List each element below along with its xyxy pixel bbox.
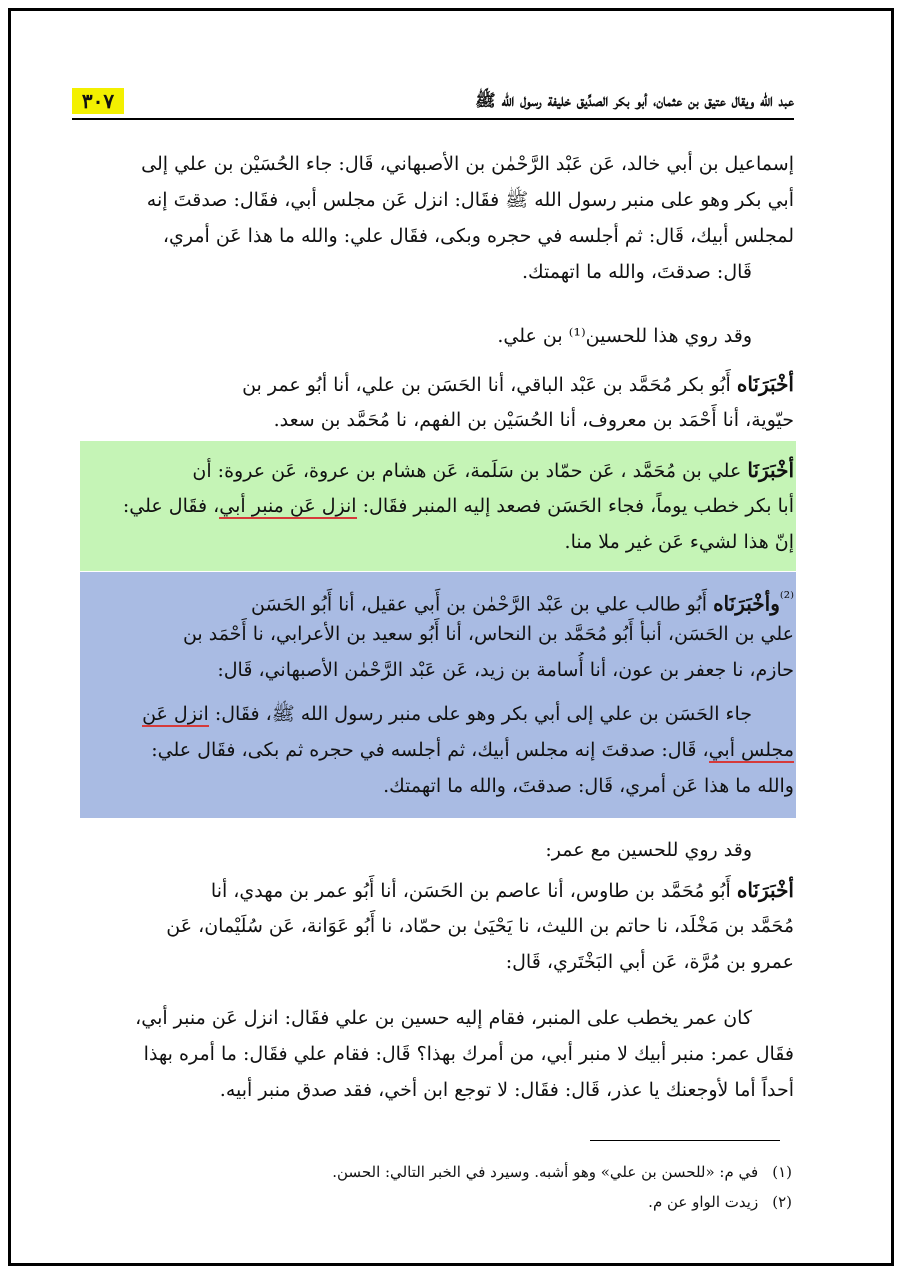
text-line: لمجلس أبيك، قَال: ثم أجلسه في حجره وبكى، فقَال علي: والله ما هذا عَن أمري، — [162, 225, 794, 247]
text-segment: ، قَال: صدقتَ إنه مجلس أبيك، ثم أجلسه في حجره ثم بكى، فقَال علي: — [151, 739, 709, 761]
text-line: أَبُو مُحَمَّد بن طاوس، أنا عاصم بن الحَسَن، أنا أَبُو عمر بن مهدي، أنا — [210, 880, 737, 902]
text-line: علي بن مُحَمَّد ، عَن حمّاد بن سَلَمة، عَن هشام بن عروة، عَن عروة: أن — [192, 460, 748, 482]
isnad-lead: وأخْبَرَنَاه — [713, 591, 780, 616]
text-line: وقد روي هذا للحسين⁽¹⁾ بن علي. — [497, 325, 752, 347]
isnad-lead: أخْبَرَنَا — [747, 458, 794, 482]
paragraph-2 — [82, 318, 794, 354]
text-line: وقد روي للحسين مع عمر: — [545, 839, 752, 861]
text-line: أَبُو طالب علي بن عَبْد الرَّحْمٰن بن أَبي عقيل، أنا أَبُو الحَسَن — [251, 593, 714, 616]
running-title: عبد الله ويقال عتيق بن عثمان، أبو بكر الصدِّيق خليفة رسول الله ﷺ — [475, 91, 794, 111]
footnote-text: في م: «للحسن بن علي» وهو أشبه. وسيرد في الخبر التالي: الحسن. — [332, 1163, 759, 1181]
paragraph-8 — [82, 1000, 794, 1108]
isnad-lead: أخْبَرَنَاه — [736, 878, 794, 902]
text-segment: جاء الحَسَن بن علي إلى أبي بكر وهو على منبر رسول الله ﷺ، فقَال: — [208, 703, 752, 725]
footnote-rule — [590, 1140, 780, 1141]
paragraph-3 — [82, 366, 794, 438]
paragraph-4-highlighted — [82, 452, 794, 560]
text-line: قَال: صدقتَ، والله ما اتهمتك. — [522, 261, 752, 283]
text-line: كان عمر يخطب على المنبر، فقام إليه حسين بن علي فقَال: انزل عَن منبر أبي، — [135, 1007, 752, 1029]
text-segment: أبا بكر خطب يوماً، فجاء الحَسَن فصعد إليه المنبر فقَال: — [356, 495, 794, 517]
text-line: إسماعيل بن أبي خالد، عَن عَبْد الرَّحْمٰن بن الأصبهاني، قَال: جاء الحُسَيْن بن علي إلى — [141, 153, 794, 175]
footnote-ref: ⁽²⁾ — [779, 588, 794, 607]
text-line: أبي بكر وهو على منبر رسول الله ﷺ فقَال: انزل عَن مجلس أبي، فقَال: صدقتَ إنه — [146, 189, 794, 211]
paragraph-1 — [82, 146, 794, 290]
footnote-2 — [240, 1190, 792, 1214]
text-line: علي بن الحَسَن، أنبأ أَبُو مُحَمَّد بن النحاس، أنا أَبُو سعيد بن الأعرابي، نا أَحْمَد بن — [182, 623, 794, 645]
underlined-phrase: انزل عَن — [142, 703, 209, 725]
paragraph-7 — [82, 872, 794, 980]
underlined-phrase: مجلس أبي — [708, 739, 794, 761]
text-segment: ، فقَال علي: — [122, 495, 220, 517]
text-line: والله ما هذا عَن أمري، قَال: صدقتَ، والله ما اتهمتك. — [383, 775, 794, 797]
underlined-phrase: انزل عَن منبر أبي — [219, 495, 357, 517]
footnote-number: (٢) — [772, 1193, 792, 1211]
footnote-text: زيدت الواو عن م. — [648, 1193, 759, 1211]
text-line: أَبُو بكر مُحَمَّد بن عَبْد الباقي، أنا الحَسَن بن علي، أنا أبُو عمر بن — [242, 374, 737, 396]
header-rule — [72, 118, 794, 120]
text-line: إنّ هذا لشيء عَن غير ملا منا. — [564, 531, 794, 553]
text-line: مُحَمَّد بن مَخْلَد، نا حاتم بن الليث، نا يَحْيَىٰ بن حمّاد، نا أَبُو عَوَانة، عَن سُلَيْمان، عَن — [166, 915, 794, 937]
page-number: ٣٠٧ — [72, 88, 124, 114]
text-line: عمرو بن مُرَّة، عَن أبي البَخْتَري، قَال: — [505, 951, 794, 973]
text-line: أحداً أما لأوجعنك يا عذر، قَال: فقَال: لا توجع ابن أخي، فقد صدق منبر أبيه. — [219, 1079, 794, 1101]
footnote-1 — [240, 1160, 792, 1184]
text-line: حازم، نا جعفر بن عون، أنا أُسامة بن زيد، عَن عَبْد الرَّحْمٰن الأصبهاني، قَال: — [217, 659, 794, 681]
text-line: حيّوية، أنا أَحْمَد بن معروف، أنا الحُسَيْن بن الفهم، نا مُحَمَّد بن سعد. — [273, 409, 794, 431]
footnote-number: (١) — [772, 1163, 792, 1181]
paragraph-6 — [82, 832, 794, 868]
page-header — [72, 88, 794, 120]
isnad-lead: أخْبَرَنَاه — [736, 372, 794, 396]
text-line: فقَال عمر: منبر أبيك لا منبر أبي، من أمرك بهذا؟ قَال: فقام علي فقَال: ما أمره بهذا — [143, 1043, 794, 1065]
paragraph-5-highlighted — [82, 580, 794, 804]
